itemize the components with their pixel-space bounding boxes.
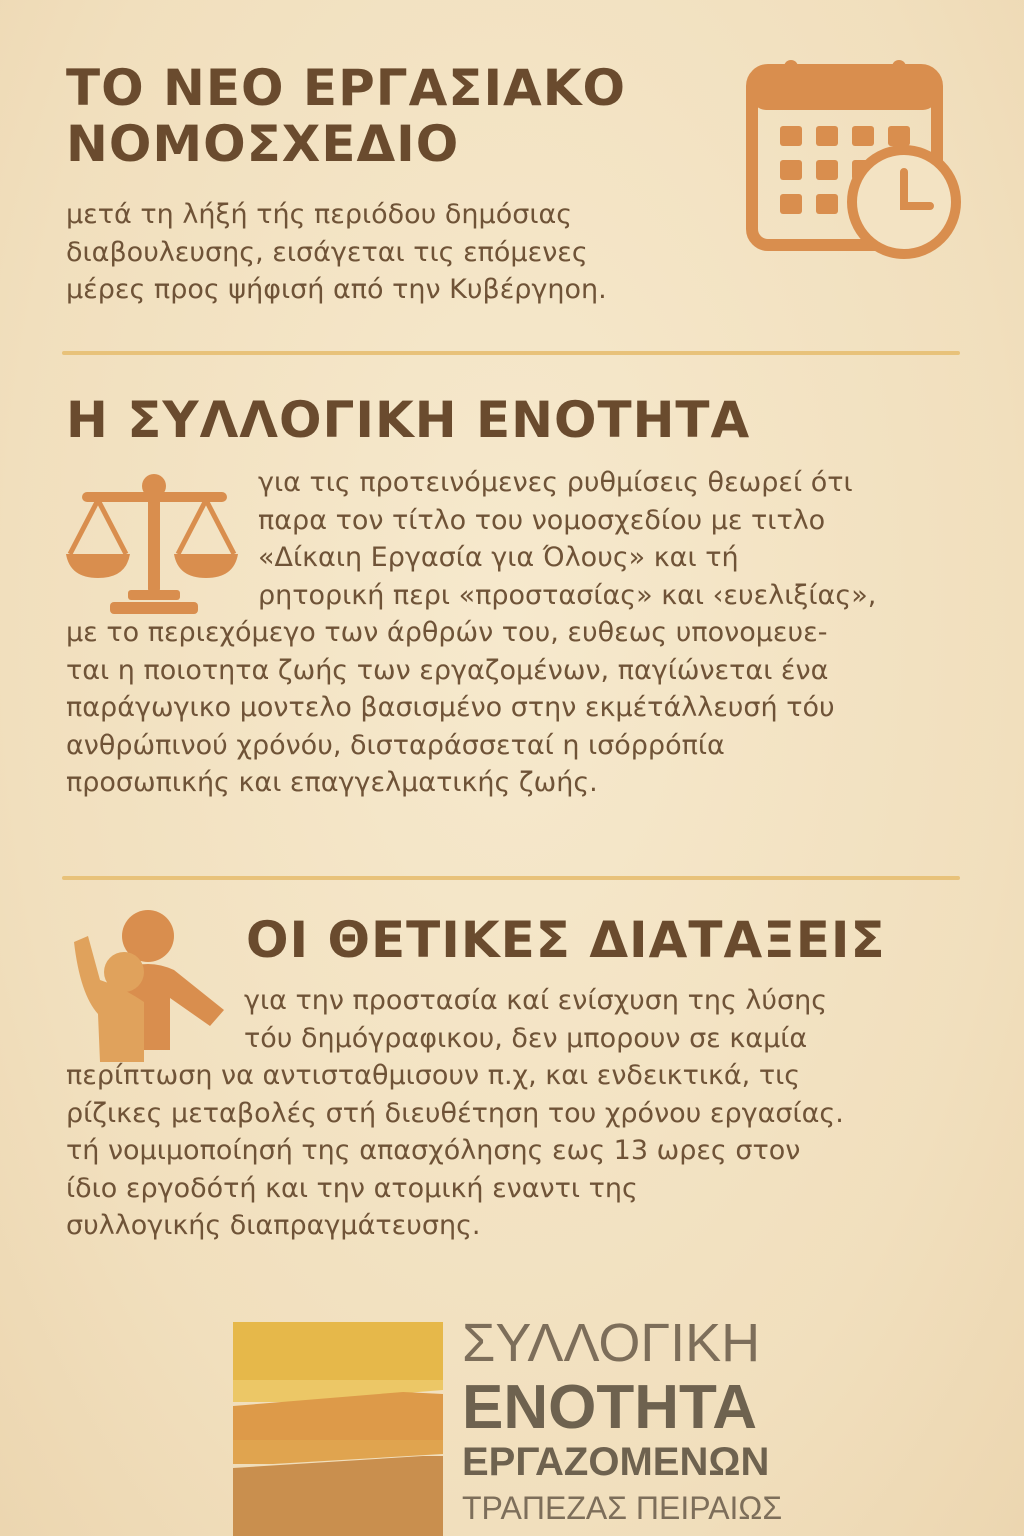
text-line: «Δίκαιη Εργασία για Όλους» και τή <box>258 542 739 573</box>
text-line: ρίζικες μεταβολές στή διευθέτηση του χρόνου εργασίας. <box>66 1097 844 1129</box>
logo-line-4: ΤΡΑΠΕΖΑΣ ΠΕΙΡΑΙΩΣ <box>462 1490 783 1526</box>
logo-mark <box>233 1322 443 1536</box>
section2-text <box>66 464 876 802</box>
divider <box>62 876 960 880</box>
text-line: παράγωγικο μοντελο βασισμένο στην εκμέτάλλευσή τόυ <box>66 692 835 723</box>
text-line: για την προστασία καί ενίσχυση της λύσης <box>244 985 828 1016</box>
text-line: ίδιο εργοδότή και την ατομική εναντι της <box>66 1172 638 1204</box>
text-line: περίπτωση να αντισταθμισουν π.χ, και ενδεικτικά, τις <box>66 1060 801 1091</box>
logo-line-1: ΣΥΛΛΟΓΙΚΗ <box>462 1313 761 1373</box>
text-line: ρητορική περι «προστασίας» και ‹ευελιξίας», <box>258 579 877 611</box>
section3-text <box>66 982 844 1245</box>
text-line: μετά τη λήξή τής περιόδου δημόσιας <box>66 199 573 230</box>
logo-line-3: ΕΡΓΑΖΟΜΕΝΩΝ <box>462 1440 770 1484</box>
section1-title-line: ΝΟΜΟΣΧΕΔΙΟ <box>66 115 460 173</box>
section2-title: Η ΣΥΛΛΟΓΙΚΗ ΕΝΟΤΗΤΑ <box>66 391 751 449</box>
text-line: διαβουλευσης, εισάγεται τις επόμενες <box>66 236 588 268</box>
text-line: συλλογικής διαπραγμάτευσης. <box>66 1210 481 1241</box>
text-line: προσωπικής και επαγγελματικής ζωής. <box>66 767 598 798</box>
divider <box>62 351 960 355</box>
calendar-clock-icon <box>744 60 970 260</box>
text-line: τόυ δημόγραφικου, δεν μπορουν σε καμία <box>244 1022 808 1054</box>
logo-line-2: ΕΝΟΤΗΤΑ <box>462 1373 758 1442</box>
text-line: ανθρώπινού χρόνόυ, δισταράσσεταί η ισόρρόπία <box>66 729 725 761</box>
text-line: ται η ποιοτητα ζωής των εργαζομένων, παγίώνεται ένα <box>66 654 829 686</box>
text-line: μέρες προς ψήφισή από την Κυβέργηοη. <box>66 274 607 305</box>
text-line: τή νομιμοποίησή της απασχόλησης εως 13 ωρες στον <box>66 1135 801 1166</box>
text-line: για τις προτεινόμενες ρυθμίσεις θεωρεί ότι <box>258 467 853 498</box>
section1-title <box>66 60 626 172</box>
text-line: με το περιεχόμεγο των άρθρών του, ευθεως υπονομευε- <box>66 617 828 648</box>
section3-title: ΟΙ ΘΕΤΙΚΕΣ ΔΙΑΤΑΞΕΙΣ <box>246 911 886 969</box>
section1-title-line: ΤΟ ΝΕΟ ΕΡΓΑΣΙΑΚΟ <box>66 59 626 117</box>
section1-text <box>66 196 607 309</box>
text-line: παρα τον τίτλο του νομοσχεδίου με τιτλο <box>258 504 826 536</box>
